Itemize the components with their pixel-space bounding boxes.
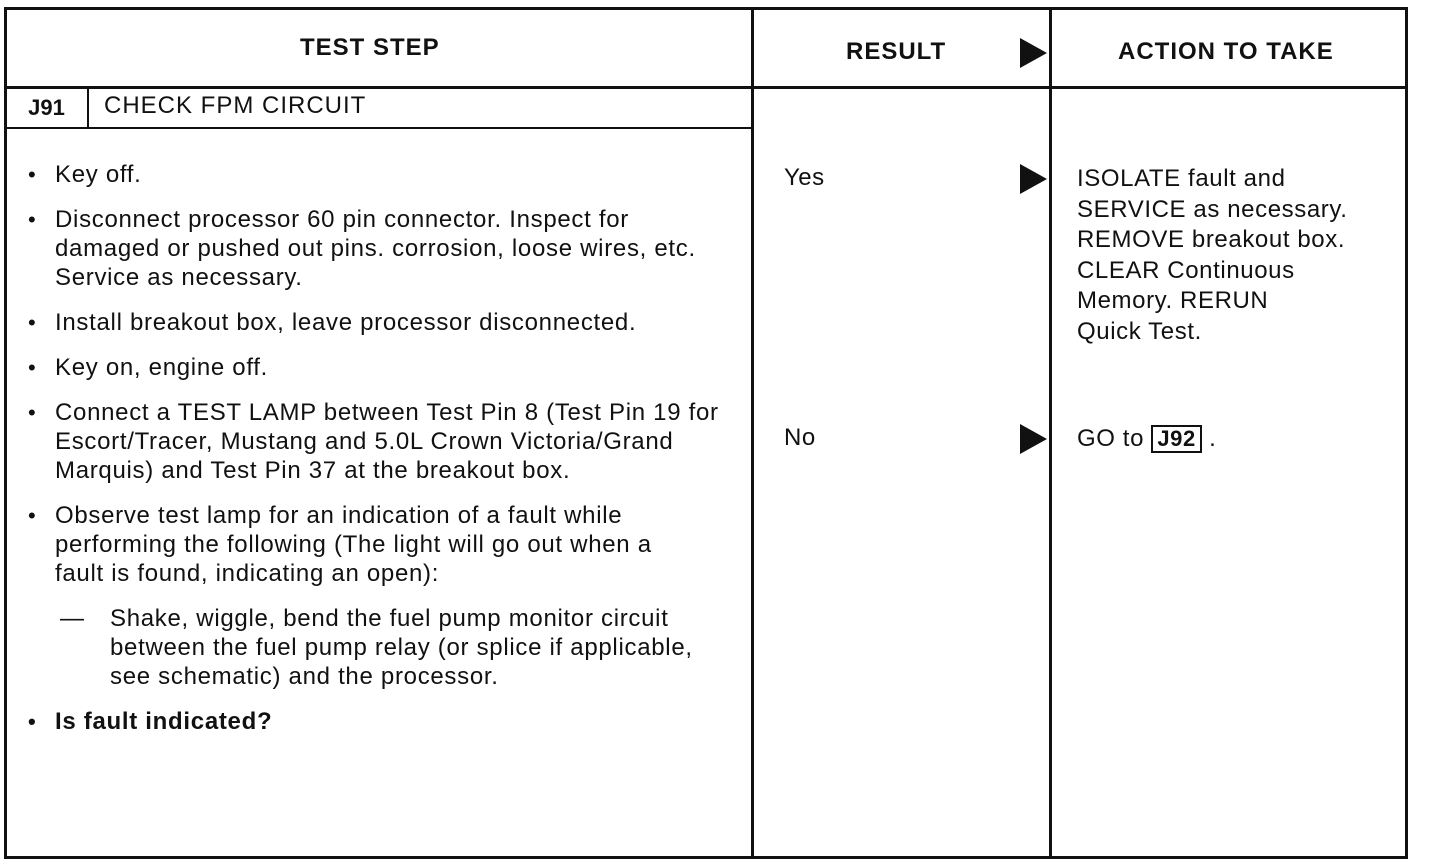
column-divider-1: [751, 7, 754, 859]
action-line: ISOLATE fault and: [1077, 165, 1286, 192]
header-result: RESULT: [846, 38, 947, 65]
step-title: CHECK FPM CIRCUIT: [104, 92, 367, 119]
test-step-item: • Install breakout box, leave processor disconnected.: [20, 308, 740, 337]
header-test-step: TEST STEP: [300, 34, 440, 61]
action-line: REMOVE breakout box.: [1077, 226, 1346, 253]
test-step-item: • Disconnect processor 60 pin connector. Inspect for damaged or pushed out pins. corrosion, loose wires, etc. Service as necessary.: [20, 205, 740, 292]
column-divider-2: [1049, 7, 1052, 859]
action-prefix: GO to: [1077, 425, 1145, 452]
result-yes-arrow-icon: [1020, 164, 1047, 194]
header-arrow-icon: [1020, 38, 1047, 68]
test-step-subitem: [20, 604, 740, 691]
result-no: No: [784, 424, 816, 451]
test-step-list: [20, 160, 740, 752]
header-divider: [4, 86, 1408, 89]
action-line: Quick Test.: [1077, 317, 1202, 345]
step-id: J91: [6, 88, 89, 128]
action-suffix: .: [1209, 425, 1217, 452]
step-title-divider: [4, 127, 754, 129]
action-yes: [1077, 164, 1397, 347]
header-action: ACTION TO TAKE: [1118, 38, 1334, 65]
action-line: SERVICE as necessary.: [1077, 195, 1348, 223]
action-line: Memory. RERUN: [1077, 287, 1269, 314]
test-step-item: • Key on, engine off.: [20, 353, 740, 382]
dash-marker: —: [60, 605, 85, 632]
test-step-item: • Key off.: [20, 160, 740, 189]
test-step-question: • Is fault indicated?: [20, 707, 740, 736]
test-step-item: • Connect a TEST LAMP between Test Pin 8 (Test Pin 19 for Escort/Tracer, Mustang and 5.0L Crown Victoria/Grand Marquis) and Test Pin 37 at the breakout box.: [20, 398, 740, 485]
action-no: [1077, 424, 1397, 455]
test-step-item: • Observe test lamp for an indication of a fault while performing the following (The light will go out when a fault is found, indicating an open):: [20, 501, 740, 588]
result-no-arrow-icon: [1020, 424, 1047, 454]
step-reference-box[interactable]: J92: [1151, 425, 1202, 453]
action-line: CLEAR Continuous: [1077, 256, 1295, 284]
result-yes: Yes: [784, 164, 825, 191]
test-step-subitem-text: Shake, wiggle, bend the fuel pump monitor circuit between the fuel pump relay (or splice if applicable, see schematic) and the processor.: [110, 605, 693, 690]
